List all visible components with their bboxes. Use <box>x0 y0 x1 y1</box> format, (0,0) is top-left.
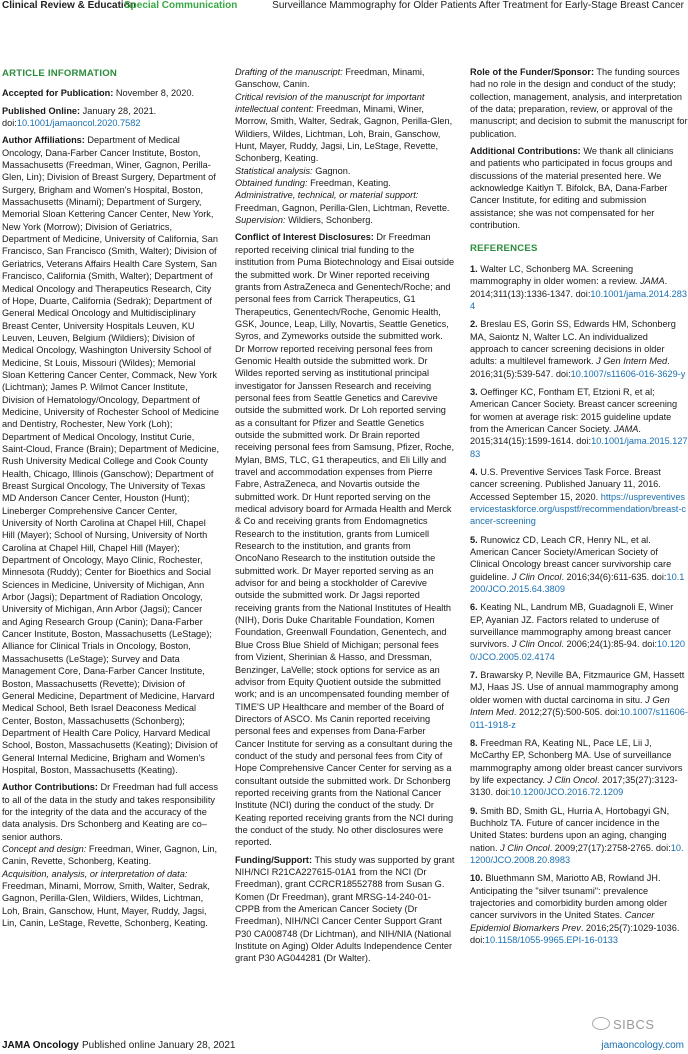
reference-doi-link[interactable]: 10.1001/jama.2015.12783 <box>470 436 688 459</box>
reference-text: Brawarsky P, Neville BA, Fitzmaurice GM, Hassett MJ, Haas JS. Use of annual mammography among older women with ductal carcinoma in situ. <box>470 670 685 705</box>
reference-number: 2. <box>470 319 478 330</box>
published-label: Published Online: <box>2 105 81 116</box>
reference-journal: J Gen Intern Med <box>470 694 670 718</box>
reference-text: Runowicz CD, Leach CR, Henry NL, et al. American Cancer Society/American Society of Clinical Oncology breast cancer survivorship care guideline. <box>470 534 672 582</box>
supervision-line <box>235 214 455 226</box>
reference-doi-link[interactable]: https://uspreventiveservicestaskforce.org/uspstf/recommendation/breast-cancer-screening <box>470 491 686 527</box>
reference-item <box>470 872 688 946</box>
contributions-paragraph <box>2 781 220 843</box>
affiliations-label: Author Affiliations: <box>2 135 85 146</box>
article-type-label: Special Communication <box>124 0 238 11</box>
reference-number: 10. <box>470 873 483 884</box>
reference-number: 5. <box>470 534 478 545</box>
drafting-line <box>235 66 455 91</box>
supervision-text: Wildiers, Schonberg. <box>288 215 373 226</box>
concept-label: Concept and design: <box>2 843 87 854</box>
publication-date: Published online January 28, 2021 <box>82 1040 236 1051</box>
critical-text: Freedman, Minami, Winer, Morrow, Smith, Walter, Sedrak, Gagnon, Perilla-Glen, Wildiers, Wildes, Lichtman, Loh, Brain, Ganschow, Hunt, Mayer, Ruddy, Jagsi, Lin, LeStage, Revette, Schonberg, Keating. <box>235 104 453 164</box>
reference-journal: J Clin Oncol <box>511 639 562 650</box>
reference-text: Smith BD, Smith GL, Hurria A, Hortobagyi GN, Buchholz TA. Future of cancer incidence in the United States: burdens upon an aging, changing nation. <box>470 805 670 853</box>
additional-contributions-text: We thank all clinicians and patients who participated in focus groups and discussions of the material presented here. We acknowledge Kaitlyn T. Bifolck, BA, Dana-Farber Cancer Institute, for editing and submission assistance; she was not compensated for her contribution. <box>470 146 674 231</box>
reference-doi-link[interactable]: 10.1158/1055-9965.EPI-16-0133 <box>484 935 618 945</box>
coi-label: Conflict of Interest Disclosures: <box>235 232 374 243</box>
reference-journal: J Clin Oncol <box>511 571 562 582</box>
drafting-label: Drafting of the manuscript: <box>235 67 343 77</box>
funding-text: This study was supported by grant NIH/NCI R21CA227615-01A1 from the NCI (Dr Freedman), grant CCRCR18552788 from Susan G. Komen (Dr Freedman), grant MRSG-14-240-01-CPPB from the American Cancer Society (Dr Freedman), NIH/NCI Cancer Center Support Grant P30 CA008748 (Dr Lichtman), and NIH/NIA (National Institute on Aging) Older Adults Independence Center grant P30 AG044281 (Dr Walter). <box>235 854 455 964</box>
statistical-label: Statistical analysis: <box>235 165 313 176</box>
statistical-line <box>235 165 455 177</box>
reference-citation: . 2006;24(1):85-94. doi: <box>561 639 657 650</box>
reference-citation: . 2009;27(17):2758-2765. doi: <box>549 842 671 853</box>
additional-contributions-label: Additional Contributions: <box>470 146 581 157</box>
reference-number: 9. <box>470 805 478 816</box>
reference-item <box>470 263 688 312</box>
role-text: The funding sources had no role in the design and conduct of the study; collection, management, analysis, and interpretation of the data; preparation, review, or approval of the manuscript; and decision to submit the manuscript for publication. <box>470 67 688 139</box>
reference-journal: JAMA <box>613 423 639 434</box>
reference-citation: . 2012;27(5):500-505. doi: <box>513 707 620 718</box>
reference-citation: . 2017;35(27):3123-3130. doi: <box>470 774 678 798</box>
column-1 <box>2 66 220 929</box>
reference-text: Keating NL, Landrum MB, Guadagnoli E, Winer EP, Ayanian JZ. Factors related to underuse of surveillance mammography among breast cancer survivors. <box>470 602 674 650</box>
reference-doi-link[interactable]: 10.1200/JCO.2008.20.8983 <box>470 842 684 865</box>
reference-item <box>470 737 688 799</box>
coi-text: Dr Freedman reported receiving clinical trial funding to the institution from Puma Biotechnology and Eisai outside the submitted work. Dr Winer reported receiving grants from AstraZeneca and Genentech/Roche; and personal fees from Carrick Therapeutics, G1 Therapeutics, Genentech/Roche, Genomic Health, GSK, Jounce, Leap, Lilly, Novartis, Seattle Genetics, Syros, and Zymeworks outside the submitted work. Dr Morrow reported receiving personal fees from Genomic Health outside the submitted work. Dr Wildes reported serving as institutional principal investigator for Janssen Research and receiving personal fees from Seattle Genetics and Carevive outside the submitted work. Dr Loh reported serving as a consultant for Pfizer and Seattle Genetics outside the submitted work. Dr Brain reported receiving personal fees from Samsung, Pfizer, Roche, Mylan, BMS, TLC, G1 therapeutics, and Eli Lilly and travel and accommodation expenses from Pierre Fabre, AstraZeneca, and Novartis outside the submitted work. Dr Hunt reported serving on the medical advisory board for Armada Health and Merck & Co and receiving grants from Endomagnetics Research to the institution, grants from Lumicell Research to the institution, and grants from OncoNano Research to the institution outside the submitted work. Dr Mayer reported serving as an advisor for and being a stockholder of Carevive outside the submitted work. Dr Jagsi reported receiving grants from the National Institutes of Health (NIH), Doris Duke Charitable Foundation, Komen Foundation, Greenwall Foundation, Genentech, and Blue Cross Blue Shield of Michigan; personal fees from Vizient, Sherinian & Hasso, and Dressman, Benzinger, LaVelle; stock options for service as an advisor from Equity Quotient outside the submitted work; and is an uncompensated founding member of TIME'S UP Healthcare and member of the Board of Directors of ASCO. Ms Canin reported receiving personal fees and expenses from Dana-Farber Cancer Institute for serving as a consultant during the conduct of the study and personal fees from City of Hope Comprehensive Cancer Center for serving as a consultant outside the submitted work. Dr Schonberg reported receiving grants from the National Cancer Institute (NCI) during the conduct of the study. Dr Keating reported receiving grants from the NCI during the conduct of the study. No other disclosures were reported. <box>235 232 455 848</box>
reference-item <box>470 466 688 528</box>
concept-line <box>2 843 220 868</box>
reference-doi-link[interactable]: 10.1200/JCO.2005.02.4174 <box>470 639 686 662</box>
reference-text: Walter LC, Schonberg MA. Screening mammography in older women: a review. <box>470 263 638 287</box>
reference-number: 7. <box>470 670 478 681</box>
accepted-label: Accepted for Publication: <box>2 88 114 99</box>
reference-citation: . 2015;314(15):1599-1614. doi: <box>470 423 641 447</box>
contributions-text: Dr Freedman had full access to all of the data in the study and takes responsibility for the integrity of the data and the accuracy of the data analysis. Drs Schonberg and Keating are co–senior authors. <box>2 782 218 842</box>
drafting-text: Freedman, Minami, Ganschow, Canin. <box>235 67 425 90</box>
reference-doi-link[interactable]: 10.1200/JCO.2015.64.3809 <box>470 571 685 595</box>
reference-citation: . 2014;311(13):1336-1347. doi: <box>470 276 668 299</box>
coi-paragraph <box>235 231 455 848</box>
reference-number: 6. <box>470 602 478 613</box>
critical-label: Critical revision of the manuscript for important intellectual content: <box>235 91 425 115</box>
reference-item <box>470 601 688 663</box>
reference-journal: J Clin Oncol <box>547 774 597 785</box>
reference-item <box>470 386 688 460</box>
admin-support-line <box>235 189 455 214</box>
accepted-paragraph <box>2 87 220 99</box>
acquisition-label: Acquisition, analysis, or interpretation of data: <box>2 868 188 879</box>
reference-list <box>470 263 688 947</box>
obtained-funding-label: Obtained funding: <box>235 178 308 189</box>
section-label: Clinical Review & Education <box>2 0 136 11</box>
reference-item <box>470 805 688 867</box>
running-title: Surveillance Mammography for Older Patients After Treatment for Early-Stage Breast Cancer <box>272 0 684 11</box>
reference-number: 3. <box>470 386 478 397</box>
funding-paragraph <box>235 854 455 965</box>
obtained-funding-line <box>235 177 455 189</box>
acquisition-text: Freedman, Minami, Morrow, Smith, Walter, Sedrak, Gagnon, Perilla-Glen, Wildiers, Wildes, Lichtman, Loh, Brain, Ganschow, Hunt, Mayer, Ruddy, Jagsi, Lin, Canin, LeStage, Revette, Schonberg, Keating. <box>2 881 210 929</box>
reference-item <box>470 318 688 380</box>
reference-number: 8. <box>470 737 478 748</box>
reference-journal: J Clin Oncol <box>500 842 550 853</box>
reference-number: 4. <box>470 466 478 477</box>
reference-citation: . 2016;31(5):539-547. doi: <box>470 356 670 379</box>
reference-item <box>470 534 688 596</box>
reference-text: Oeffinger KC, Fontham ET, Etzioni R, et al; American Cancer Society. Breast cancer screening for women at average risk: 2015 guideline update from the American Cancer Society. <box>470 386 678 434</box>
acquisition-line <box>2 868 220 930</box>
admin-support-label: Administrative, technical, or material support: <box>235 190 419 201</box>
reference-item <box>470 669 688 731</box>
obtained-funding-text: Freedman, Keating. <box>310 178 391 189</box>
reference-number: 1. <box>470 263 478 274</box>
funding-label: Funding/Support: <box>235 854 313 865</box>
additional-contributions-paragraph <box>470 145 688 231</box>
critical-line <box>235 91 455 165</box>
doi-prefix: doi: <box>2 118 17 129</box>
reference-citation: . 2016;34(6):611-635. doi: <box>561 571 667 582</box>
reference-citation: . 2016;25(7):1029-1036. doi: <box>470 922 680 945</box>
role-label: Role of the Funder/Sponsor: <box>470 67 595 77</box>
published-value: January 28, 2021. <box>82 105 157 116</box>
supervision-label: Supervision: <box>235 215 286 226</box>
article-doi-link[interactable]: 10.1001/jamaoncol.2020.7582 <box>16 118 141 129</box>
article-info-heading: ARTICLE INFORMATION <box>2 68 118 79</box>
admin-support-text: Freedman, Gagnon, Perilla-Glen, Lichtman, Revette. <box>235 202 450 213</box>
watermark <box>592 1017 655 1032</box>
published-paragraph <box>2 105 220 130</box>
concept-text: Freedman, Winer, Gagnon, Lin, Canin, Revette, Schonberg, Keating. <box>2 843 218 867</box>
reference-text: Bluethmann SM, Mariotto AB, Rowland JH. Anticipating the "silver tsunami": prevalence trajectories and comorbidity burden among older cancer survivors in the United States. <box>470 873 668 921</box>
journal-name: JAMA Oncology <box>2 1040 79 1051</box>
reference-doi-link[interactable]: 10.1200/JCO.2016.72.1209 <box>510 787 624 798</box>
affiliations-text: Department of Medical Oncology, Dana-Farber Cancer Institute, Boston, Massachusetts (Freedman, Winer, Gagnon, Perilla-Glen, Lin); Division of Breast Surgery, Department of Surgery, Brigham and Women's Hospital, Boston, Massachusetts (Minami); Department of Surgery, Memorial Sloan Kettering Cancer Center, New York, New York (Morrow); Division of Geriatrics, Department of Medicine, University of California, San Francisco, San Francisco (Smith, Walter); Division of Geriatrics, Veterans Affairs Health Care System, San Francisco, California (Smith, Walter); Department of Medical Oncology and Therapeutics Research, City of Hope, Duarte, California (Sedrak); Department of General Medical Oncology and Multidisciplinary Breast Center, University Hospitals Leuven, KU Leuven, Leuven, Belgium (Wildiers); Division of Medical Oncology, Washington University School of Medicine, St Louis, Missouri (Wildes); Memorial Sloan Kettering Cancer Center, Commack, New York (Lichtman); James P. Wilmot Cancer Institute, Division of Hematology/Oncology, Department of Medicine, University of Rochester School of Medicine and Dentistry, Rochester, New York (Loh); Department of Medical Oncology, Institut Curie, Saint-Cloud, France (Brain); Department of Medicine, Rush University Medical College and Cook County Health, Chicago, Illinois (Ganschow); Department of Breast Surgical Oncology, The University of Texas MD Anderson Cancer Center, Houston (Hunt); Lineberger Comprehensive Cancer Center, University of North Carolina at Chapel Hill, Chapel Hill (Mayer); School of Nursing, University of North Carolina at Chapel Hill, Chapel Hill (Mayer); Department of Oncology, Mayo Clinic, Rochester, Minnesota (Ruddy); Center for Bioethics and Social Sciences in Medicine, University of Michigan, Ann Arbor (Jagsi); Department of Radiation Oncology, University of Michigan, Ann Arbor (Jagsi); Cancer and Aging Research Group (Canin); Dana-Farber Cancer Institute, Boston, Massachusetts (LeStage); Alliance for Clinical Trials in Oncology, Boston, Massachusetts (LeStage); Survey and Data Management Core, Dana-Farber Cancer Institute, Boston, Massachusetts (Revette); Division of General Medicine, Department of Medicine, Harvard Medical School, Beth Israel Deaconess Medical Center, Boston, Massachusetts (Schonberg); Department of Health Care Policy, Harvard Medical School, Boston, Massachusetts (Keating); Division of General Internal Medicine, Brigham and Women's Hospital, Boston, Massachusetts (Keating). <box>2 135 220 775</box>
reference-journal: J Gen Intern Med <box>596 356 668 367</box>
reference-doi-link[interactable]: 10.1001/jama.2014.2834 <box>470 288 687 311</box>
watermark-text: SIBCS <box>613 1017 655 1032</box>
contributions-label: Author Contributions: <box>2 782 98 793</box>
column-3 <box>470 66 688 952</box>
reference-doi-link[interactable]: 10.1007/s11606-011-1918-z <box>470 707 688 730</box>
reference-text: U.S. Preventive Services Task Force. Breast cancer screening. Published January 11, 2016. Accessed September 15, 2020. <box>470 466 661 502</box>
affiliations-paragraph <box>2 134 220 776</box>
reference-journal: Cancer Epidemiol Biomarkers Prev <box>470 910 655 933</box>
journal-site-link[interactable]: jamaoncology.com <box>601 1040 684 1051</box>
page-header <box>0 0 688 16</box>
reference-journal: JAMA <box>640 276 665 287</box>
accepted-value: November 8, 2020. <box>115 88 194 99</box>
statistical-text: Gagnon. <box>315 165 351 176</box>
chat-bubble-icon <box>592 1017 610 1030</box>
reference-text: Freedman RA, Keating NL, Pace LE, Lii J, McCarthy EP, Schonberg MA. Use of surveillance mammography among older breast cancer survivors by life expectancy. <box>470 737 683 785</box>
role-paragraph <box>470 66 688 140</box>
column-2 <box>235 66 455 970</box>
reference-doi-link[interactable]: 10.1007/s11606-016-3629-y <box>570 368 686 379</box>
references-heading: REFERENCES <box>470 243 538 255</box>
reference-text: Breslau ES, Gorin SS, Edwards HM, Schonberg MA, Saiontz N, Walter LC. An individualized approach to cancer screening decisions in older adults: a multilevel framework. <box>470 319 676 367</box>
